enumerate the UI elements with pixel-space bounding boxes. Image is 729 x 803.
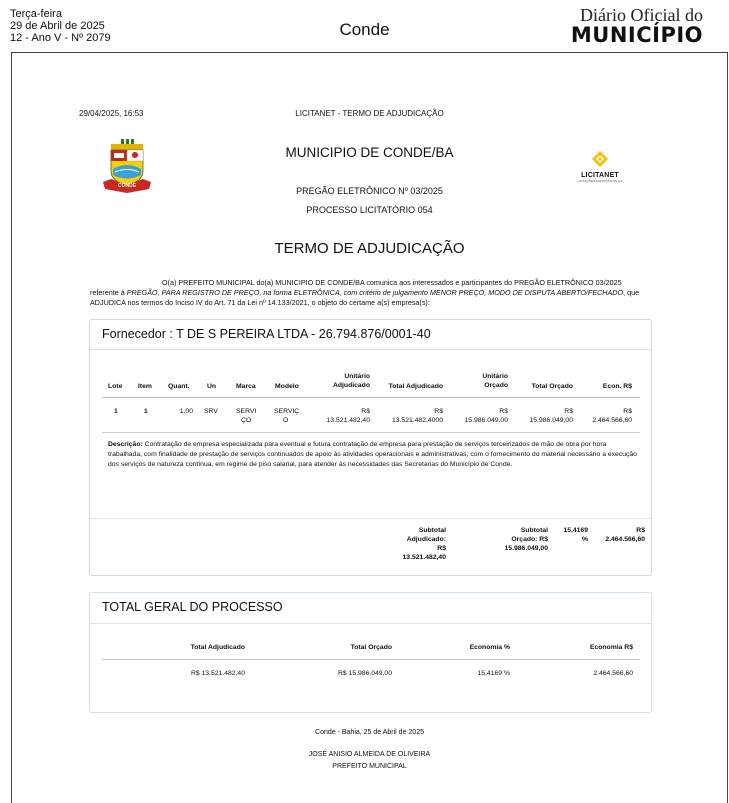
signer-name: JOSÉ ANISIO ALMEIDA DE OLIVEIRA bbox=[308, 751, 431, 758]
weekday: Terça-feira bbox=[10, 8, 62, 20]
col-unit-orcado bbox=[460, 372, 508, 390]
gazette-logo bbox=[571, 6, 703, 46]
total-val-orcado: R$ 15.986.049,00 bbox=[337, 670, 392, 677]
licitanet-logo bbox=[572, 151, 628, 183]
subtotal-adj-line4: 13.521.482,40 bbox=[402, 554, 446, 561]
cell-modelo bbox=[274, 407, 299, 425]
document-title: TERMO DE ADJUDICAÇÃO bbox=[274, 240, 465, 257]
subtotal-economia bbox=[590, 526, 645, 544]
cell-total-orc-val: 15.986.049,00 bbox=[529, 417, 573, 424]
col-lote: Lote bbox=[108, 383, 123, 390]
crest-label: CONDE bbox=[117, 183, 137, 189]
item-description bbox=[108, 440, 640, 470]
row-divider bbox=[102, 432, 640, 433]
process-number: PROCESSO LICITATÓRIO 054 bbox=[306, 205, 433, 215]
total-col-adjudicado: Total Adjudicado bbox=[190, 644, 245, 651]
cell-quant: 1,00 bbox=[179, 408, 193, 415]
edition-number: 12 - Ano V - Nº 2079 bbox=[10, 32, 111, 44]
cell-unit-adjudicado bbox=[310, 407, 370, 425]
table-header-divider bbox=[102, 397, 640, 398]
subtotal-orcado bbox=[490, 526, 548, 553]
place-date: Conde - Bahia, 25 de Abril de 2025 bbox=[315, 729, 424, 736]
city-name: Conde bbox=[339, 20, 390, 39]
total-title: TOTAL GERAL DO PROCESSO bbox=[102, 600, 283, 614]
subtotal-adj-line3: R$ bbox=[437, 545, 446, 552]
licitanet-subtitle: LICITAÇÕES ELETRÔNICAS S.A bbox=[577, 179, 623, 183]
subtotal-econ-line2: 2.464.566,60 bbox=[605, 536, 645, 543]
col-unit-orc-line1: Unitário bbox=[482, 373, 508, 380]
cell-unit-orcado bbox=[448, 407, 508, 425]
cell-item: 1 bbox=[144, 408, 148, 415]
cell-lote: 1 bbox=[114, 408, 118, 415]
paragraph-part-1: O(a) PREFEITO MUNICIPAL do(a) MUNICIPIO DE CONDE/BA comunica aos interessados e participantes do PREGÃO ELETRÔNICO 03/2025 referente à bbox=[90, 278, 622, 297]
logo-line-2: MUNICÍPIO bbox=[570, 23, 703, 47]
gazette-header bbox=[0, 0, 729, 50]
supplier-header bbox=[90, 320, 651, 350]
cell-total-adj-val: 13.521.482,4000 bbox=[391, 417, 443, 424]
subtotal-econ-line1: R$ bbox=[636, 527, 645, 534]
subtotal-orc-line3: 15.986.049,00 bbox=[504, 545, 548, 552]
paragraph-italic: PREGÃO, PARA REGISTRO DE PREÇO, na forma ELETRÔNICA, com critério de julgamento MENOR PREÇO, MODO DE DISPUTA ABERTO/FECHADO bbox=[126, 288, 624, 297]
subtotal-divider bbox=[90, 518, 651, 519]
subtotal-pct-line2: % bbox=[581, 536, 588, 543]
cell-marca bbox=[236, 407, 256, 425]
description-text: Contratação de empresa especializada para eventual e futura contratação de empresa para prestação de serviços terceirizados de mão de obra por hora trabalhada, com finalidade de prestação de serviços continuados de apoio às atividades operacionais e administrativas, com o fornecimento do material necessário a execução dos serviços de natureza contínua, em regime de piso salarial, para atender às necessidades das Secretarias do Município de Conde. bbox=[108, 441, 637, 468]
description-label: Descrição: bbox=[108, 441, 143, 448]
total-header bbox=[90, 593, 651, 624]
cell-total-orcado bbox=[513, 407, 573, 425]
cell-total-orc-cur: R$ bbox=[564, 408, 573, 415]
total-card bbox=[89, 592, 652, 713]
col-econ: Econ. R$ bbox=[602, 383, 632, 390]
municipality-name: MUNICIPIO DE CONDE/BA bbox=[285, 145, 454, 160]
total-col-economia: Economia R$ bbox=[589, 644, 633, 651]
cell-total-adj-cur: R$ bbox=[434, 408, 443, 415]
col-un: Un bbox=[207, 383, 217, 390]
total-val-economia: 2.464.566,60 bbox=[593, 670, 633, 677]
cell-unit-orc-val: 15.986.049,00 bbox=[464, 417, 508, 424]
total-col-percent: Economia % bbox=[469, 644, 510, 651]
pregao-number: PREGÃO ELETRÔNICO Nº 03/2025 bbox=[296, 186, 443, 196]
licitanet-name: LICITANET bbox=[581, 172, 619, 179]
total-val-adjudicado: R$ 13.521.482,40 bbox=[190, 670, 245, 677]
supplier-title: Fornecedor : T DE S PEREIRA LTDA - 26.794.876/0001-40 bbox=[102, 327, 431, 341]
cell-econ-val: 2.464.566,60 bbox=[592, 417, 632, 424]
cell-unit-adj-val: 13.521.482,40 bbox=[326, 417, 370, 424]
subtotal-orc-line1: Subtotal bbox=[520, 527, 548, 534]
supplier-card bbox=[89, 319, 652, 576]
cell-marca-line2: ÇO bbox=[241, 417, 252, 424]
subtotal-adj-line2: Adjudicado: bbox=[406, 536, 446, 543]
signer-role: PREFEITO MUNICIPAL bbox=[332, 763, 407, 770]
col-unit-adj-line2: Adjudicado bbox=[332, 382, 370, 389]
cell-modelo-line2: O bbox=[283, 417, 289, 424]
cell-marca-line1: SERVI bbox=[236, 408, 257, 415]
licitanet-mark-icon bbox=[592, 151, 608, 167]
col-marca: Marca bbox=[236, 383, 256, 390]
publication-date: 29 de Abril de 2025 bbox=[10, 20, 105, 32]
print-datetime: 29/04/2025, 16:53 bbox=[79, 109, 144, 118]
cell-unit-orc-cur: R$ bbox=[499, 408, 508, 415]
cell-modelo-line1: SERVIÇ bbox=[274, 408, 300, 415]
subtotal-adjudicado bbox=[380, 526, 446, 562]
col-unit-adjudicado bbox=[310, 372, 370, 390]
subtotal-orc-line2: Orçado: R$ bbox=[511, 536, 548, 543]
total-col-orcado: Total Orçado bbox=[350, 644, 392, 651]
document-type: LICITANET - TERMO DE ADJUDICAÇÃO bbox=[295, 109, 444, 118]
subtotal-adj-line1: Subtotal bbox=[418, 527, 446, 534]
total-divider bbox=[102, 659, 640, 660]
notice-paragraph bbox=[90, 278, 652, 308]
cell-total-adjudicado bbox=[375, 407, 443, 425]
col-unit-adj-line1: Unitário bbox=[344, 373, 370, 380]
col-total-orcado: Total Orçado bbox=[531, 383, 573, 390]
subtotal-percent bbox=[556, 526, 588, 544]
cell-econ-cur: R$ bbox=[623, 408, 632, 415]
cell-econ bbox=[578, 407, 632, 425]
col-modelo: Modelo bbox=[275, 383, 299, 390]
cell-unit-adj-cur: R$ bbox=[361, 408, 370, 415]
paragraph-part-2: , que ADJUDICA nos termos do Inciso IV do Art. 71 da Lei nº 14.133/2021, o objeto do certame a(s) empresa(s): bbox=[90, 288, 640, 307]
col-total-adjudicado: Total Adjudicado bbox=[388, 383, 443, 390]
col-quant: Quant. bbox=[168, 383, 190, 390]
logo-line-1: Diário Oficial do bbox=[580, 5, 703, 25]
cell-un: SRV bbox=[204, 408, 218, 415]
col-item: Item bbox=[138, 383, 152, 390]
total-val-percent: 15,4169 % bbox=[477, 670, 510, 677]
subtotal-pct-line1: 15,4169 bbox=[563, 527, 588, 534]
col-unit-orc-line2: Orçado bbox=[484, 382, 508, 389]
document-page bbox=[11, 52, 728, 803]
